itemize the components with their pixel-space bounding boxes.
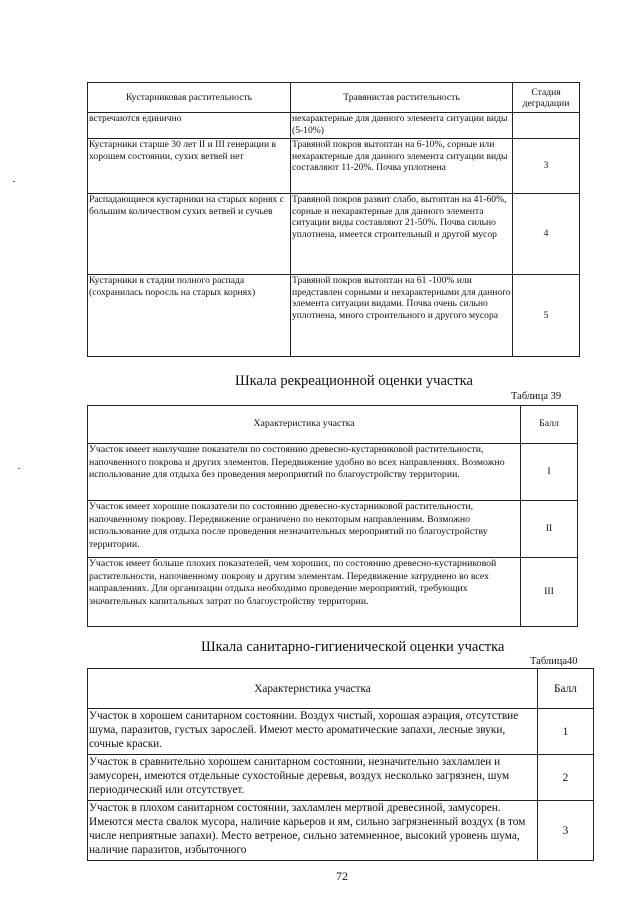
stage-cell: 5	[513, 275, 580, 357]
table-label: Таблица40	[530, 656, 578, 667]
table-header-row	[88, 669, 594, 709]
shrub-cell: Кустарники в стадии полного распада (сохранилась поросль на старых корнях)	[88, 275, 291, 357]
recreational-scale-title: Шкала рекреационной оценки участка	[235, 373, 473, 389]
column-header-stage: Стадия деградации	[513, 83, 580, 113]
table-row	[88, 558, 578, 627]
column-header-score: Балл	[538, 669, 594, 709]
characteristic-cell: Участок имеет больше плохих показателей, чем хороших, по состоянию древесно-кустарниковой растительности, напочвенному покрову и другим элементам. Передвижение затруднено во всех направлениях. Для организации отдыха необходимо проведение мероприятий, требующих значительных капитальных затрат по благоустройству территории.	[88, 558, 521, 627]
score-cell: II	[521, 501, 578, 558]
characteristic-cell: Участок имеет наилучшие показатели по состоянию древесно-кустарниковой растительности, напочвенного покрова и других элементов. Передвижение удобно во всех направлениях. Возможно использование для отдыха без проведения мероприятий по благоустройству территории.	[88, 444, 521, 501]
table-row	[88, 275, 580, 357]
column-header-shrub: Кустарниковая растительность	[88, 83, 291, 113]
characteristic-cell: Участок в плохом санитарном состоянии, захламлен мертвой древесиной, замусорен. Имеются места свалок мусора, наличие карьеров и ям, сильно загрязненный воздух (в том числе неприятные запахи). Место ветреное, сильно затемненное, высокий уровень шума, наличие паразитов, избыточного	[88, 801, 538, 861]
stage-cell: 4	[513, 194, 580, 275]
score-cell: 3	[538, 801, 594, 861]
page-number: 72	[336, 869, 348, 883]
sanitary-score-table	[87, 668, 594, 861]
score-cell: 2	[538, 755, 594, 801]
table-header-row	[88, 406, 578, 444]
table-row	[88, 501, 578, 558]
sanitary-scale-title: Шкала санитарно-гигиенической оценки участка	[201, 639, 505, 655]
scan-speck	[18, 468, 20, 469]
stage-cell: 3	[513, 139, 580, 194]
score-cell: I	[521, 444, 578, 501]
grass-cell: Травяной покров вытоптан на 6-10%, сорные или нехарактерные для данного элемента ситуации виды составляют 11-20%. Почва уплотнена	[291, 139, 513, 194]
table-row	[88, 444, 578, 501]
characteristic-cell: Участок имеет хорошие показатели по состоянию древесно-кустарниковой растительности, напочвенному покрову. Передвижение ограничено по некоторым направлениям. Возможно использование для отдыха после проведения незначительных мероприятий по благоустройству территории.	[88, 501, 521, 558]
table-row	[88, 755, 594, 801]
column-header-score: Балл	[521, 406, 578, 444]
table-row	[88, 113, 580, 139]
table-row	[88, 709, 594, 755]
table-row	[88, 801, 594, 861]
scan-speck	[13, 181, 15, 182]
column-header-grass: Травянистая растительность	[291, 83, 513, 113]
grass-cell: нехарактерные для данного элемента ситуации виды (5-10%)	[291, 113, 513, 139]
recreational-score-table	[87, 405, 578, 627]
shrub-cell: Распадающиеся кустарники на старых корнях с большим количеством сухих ветвей и сучьев	[88, 194, 291, 275]
stage-cell	[513, 113, 580, 139]
column-header-characteristic: Характеристика участка	[88, 406, 521, 444]
grass-cell: Травяной покров развит слабо, вытоптан на 41-60%, сорные и нехарактерные для данного элемента ситуации виды составляют 21-50%. Почва сильно уплотнена, имеется строительный и другой мусор	[291, 194, 513, 275]
characteristic-cell: Участок в сравнительно хорошем санитарном состоянии, незначительно захламлен и замусорен, имеются отдельные сухостойные деревья, воздух несколько загрязнен, шум периодический или отсутствует.	[88, 755, 538, 801]
shrub-cell: Кустарники старше 30 лет II и III генерации в хорошем состоянии, сухих ветвей нет	[88, 139, 291, 194]
table-row	[88, 194, 580, 275]
table-label: Таблица 39	[511, 391, 562, 402]
column-header-characteristic: Характеристика участка	[88, 669, 538, 709]
grass-cell: Травяной покров вытоптан на 61 -100% или представлен сорными и нехарактерными для данного элемента ситуации видами. Почва очень сильно уплотнена, много строительного и другого мусора	[291, 275, 513, 357]
score-cell: 1	[538, 709, 594, 755]
characteristic-cell: Участок в хорошем санитарном состоянии. Воздух чистый, хорошая аэрация, отсутствие шума, паразитов, густых зарослей. Имеют место ароматические запахи, лесные звуки, сочные краски.	[88, 709, 538, 755]
shrub-cell: встречаются единично	[88, 113, 291, 139]
table-row	[88, 139, 580, 194]
score-cell: III	[521, 558, 578, 627]
degradation-stage-table	[87, 82, 580, 357]
table-header-row	[88, 83, 580, 113]
